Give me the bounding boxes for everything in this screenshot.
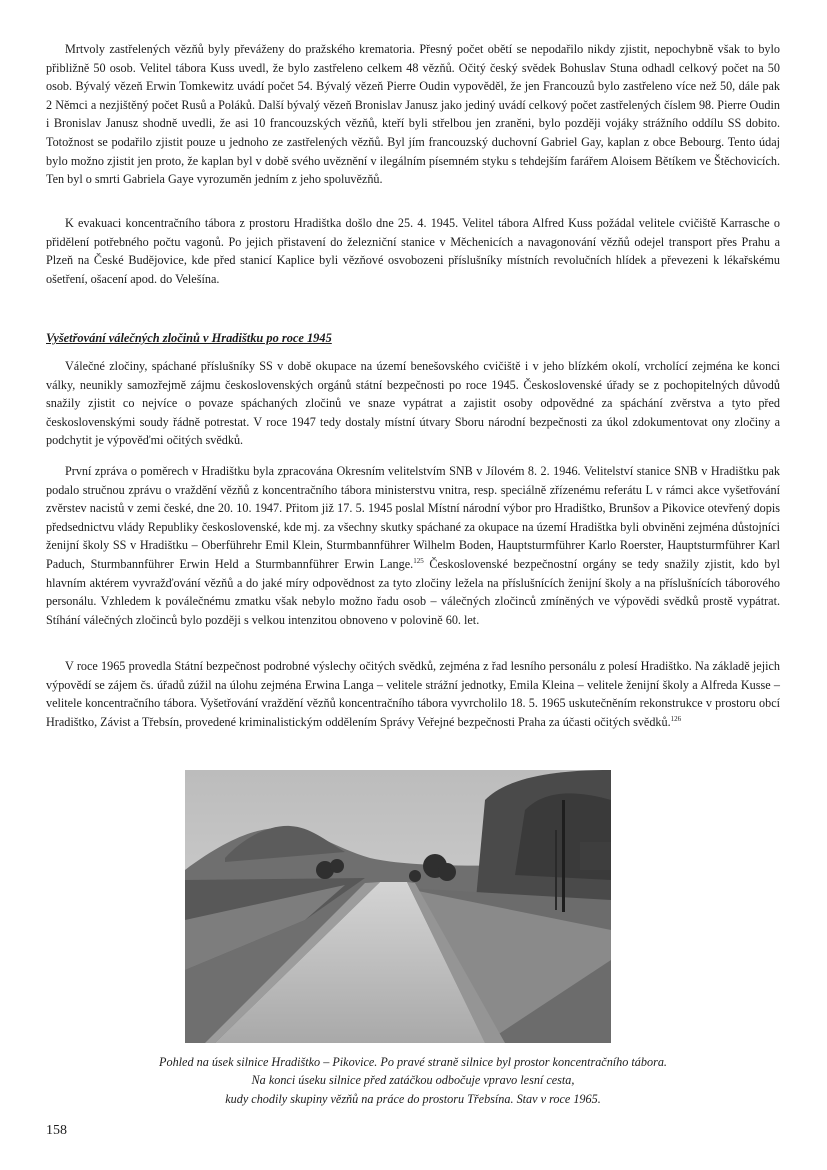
page-number: 158 (46, 1123, 67, 1138)
section-heading: Vyšetřování válečných zločinů v Hradištku po roce 1945 (46, 331, 332, 345)
caption-line-3: kudy chodily skupiny vězňů na práce do prostoru Třebsína. Stav v roce 1965. (225, 1091, 601, 1106)
paragraph-first-report-cont: Československé bezpečnostní orgány se tedy snažily zjistit, kdo byl hlavním aktérem vyvražďování vězňů a do jaké míry odpovědnost za tyto zločiny ležela na příslušnících ženijní školy a na příslušnících táborového personálu. Vzhledem k poválečnému zmatku však nebylo možno řadu osob – válečných zločinců zmíněných ve výpovědi svědků prostě vypátrat. Stíhání válečných zločinců bylo později s velkou intenzitou obnoveno v polovině 60. let. (46, 556, 780, 627)
caption-line-1: Pohled na úsek silnice Hradištko – Pikovice. Po pravé straně silnice byl prostor koncentračního tábora. (159, 1055, 667, 1069)
paragraph-first-report-text: První zpráva o poměrech v Hradištku byla zpracována Okresním velitelstvím SNB v Jílovém 8. 2. 1946. Velitelství stanice SNB v Hradištku pak podalo stručnou zprávu o vraždění vězňů z koncentračního tábora ministerstvu vnitra, resp. speciálně zřízenému referátu L v rámci akce vyšetřování zvěrstev nacistů v zemi české, dne 20. 10. 1947. Přitom již 17. 5. 1945 poslal Místní národní výbor pro Hradištko, Brunšov a Pikovice otevřený dopis předsednictvu vlády Republiky československé, kde mj. za všechny skutky spáchané za okupace na území Hradištka byli obviněni zejména důstojníci ženijní školy SS v Hradištku – Oberführehr Emil Klein, Sturmbannführer Wilhelm Boden, Hauptsturmführer Karlo Roerster, Hauptsturmführer Karl Paduch, Sturmbannführer Erwin Held a Sturmbannführer Erwin Lange. (46, 464, 780, 571)
footnote-ref-125: 125 (413, 556, 424, 565)
caption-line-2: Na konci úseku silnice před zatáčkou odbočuje vpravo lesní cesta, (251, 1073, 575, 1088)
paragraph-1965-investigation (46, 657, 780, 731)
road-photograph (185, 770, 611, 1043)
paragraph-war-crimes: Válečné zločiny, spáchané příslušníky SS v době okupace na území benešovského cvičiště i v jeho blízkém okolí, vrcholící zejména ke konci války, neunikly samozřejmě zájmu československých orgánů státní bezpečnosti po roce 1945. Československé úřady se z pochopitelných důvodů snažily zjistit co nejvíce o povaze spáchaných zločinů ve snaze vypátrat a zajistit osoby odpovědné za spáchání zvěrstva a tyto před československými soudy řádně potrestat. V roce 1947 tedy dostaly místní útvary Sboru národní bezpečnosti za úkol zdokumentovat ony zločiny a podchytit je výpověďmi očitých svědků. (46, 359, 780, 448)
paragraph-casualties: Mrtvoly zastřelených vězňů byly převáženy do pražského krematoria. Přesný počet obětí se nepodařilo nikdy zjistit, nepochybně však to bylo přibližně 50 osob. Velitel tábora Kuss uvedl, že bylo zastřeleno celkem 48 vězňů. Očitý český svědek Bohuslav Stuna odhadl celkový počet na 50 osob. Bývalý vězeň Erwin Tomkewitz uvádí počet 54. Bývalý vězeň Pierre Oudin vypověděl, že jen Francouzů bylo zastřeleno více než 50, dále pak 2 Němci a nezjištěný počet Rusů a Poláků. Další bývalý vězeň Bronislav Janusz jako jediný uvádí celkový počet zastřelených číslem 98. Pierre Oudin i Bronislav Janusz shodně uvedli, že asi 10 francouzských vězňů, kteří byli střelbou jen zraněni, bylo později vojáky strážního oddílu SS dobito. Totožnost se podařilo zjistit pouze u jednoho ze zastřelených vězňů. Byl jím francouzský duchovní Gabriel Gay, kaplan z obce Bebourg. Tento údaj bylo možno zjistit jen proto, že kaplan byl v době svého uvěznění v ilegálním písemném styku s tehdejším farářem Aloisem Bětíkem ve Štěchovicích. Ten byl o smrti Gabriela Gaye vyrozuměn jedním z jeho spoluvězňů. (46, 42, 780, 187)
paragraph-1965-text: V roce 1965 provedla Státní bezpečnost podrobné výslechy očitých svědků, zejména z řad lesního personálu z polesí Hradištko. Na základě jejich výpovědí se zájem čs. úřadů zúžil na úlohu zejména Erwina Langa – velitele strážní jednotky, Emila Kleina – velitele ženijní školy a Alfreda Kusse – velitele koncentračního tábora. Vyšetřování vraždění vězňů koncentračního tábora vyvrcholilo 18. 5. 1965 uskutečněním rekonstrukce v prostoru obcí Hradištko, Závist a Třebsín, provedené kriminalistickým oddělením Správy Veřejné bezpečnosti Praha za účasti očitých svědků. (46, 659, 780, 729)
paragraph-evacuation: K evakuaci koncentračního tábora z prostoru Hradištka došlo dne 25. 4. 1945. Velitel tábora Alfred Kuss požádal velitele cvičiště Karrasche o přidělení potřebného počtu vagonů. Po jejich přistavení do železniční stanice v Měchenicích a navagonování vězňů odejel transport přes Prahu a Plzeň na České Budějovice, kde před stanicí Kaplice byli vězňové osvobozeni příslušníky místních revolučních hlídek a převezeni k lékařskému ošetření, ošacení apod. do Velešína. (46, 216, 780, 286)
photo-caption (60, 1053, 766, 1108)
footnote-ref-126: 126 (670, 714, 682, 723)
paragraph-first-report (46, 462, 780, 629)
road-photograph-image (185, 770, 611, 1043)
